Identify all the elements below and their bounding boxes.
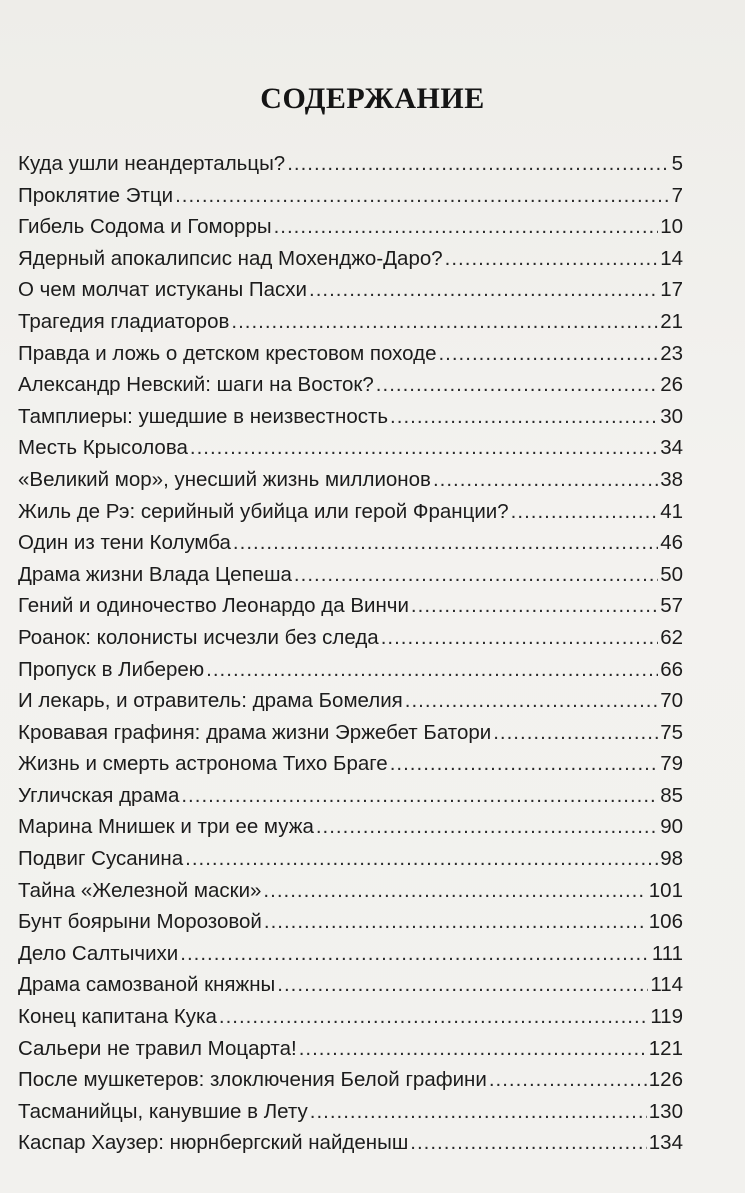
toc-entry-page: 57	[660, 594, 683, 618]
toc-entry-page: 26	[660, 373, 683, 397]
toc-entry	[18, 938, 683, 970]
dot-leader	[390, 748, 658, 780]
toc-entry	[18, 748, 683, 780]
toc-entry	[18, 590, 683, 622]
toc-entry	[18, 1033, 683, 1065]
dot-leader	[277, 969, 648, 1001]
toc-entry-page: 38	[660, 467, 683, 491]
toc-entry-title: Ядерный апокалипсис над Мохенджо-Даро?	[18, 246, 443, 270]
toc-entry	[18, 1096, 683, 1128]
dot-leader	[433, 464, 658, 496]
toc-entry-page: 119	[650, 1005, 683, 1029]
toc-entry-title: Кровавая графиня: драма жизни Эржебет Батори	[18, 720, 492, 744]
toc-entry-title: Драма жизни Влада Цепеша	[18, 562, 292, 586]
toc-entry	[18, 180, 683, 212]
dot-leader	[181, 780, 658, 812]
toc-entry-title: Проклятие Этци	[18, 183, 174, 207]
dot-leader	[190, 432, 658, 464]
dot-leader	[381, 622, 658, 654]
toc-entry	[18, 622, 683, 654]
toc-entry-page: 106	[648, 910, 683, 934]
toc-entry-page: 111	[651, 941, 683, 965]
page-title: СОДЕРЖАНИЕ	[260, 82, 485, 115]
toc-entry	[18, 432, 683, 464]
toc-entry	[18, 211, 683, 243]
toc-entry-page: 21	[660, 309, 683, 333]
dot-leader	[310, 1096, 647, 1128]
toc-entry	[18, 1001, 683, 1033]
toc-entry-title: Драма самозваной княжны	[18, 973, 276, 997]
dot-leader	[489, 1064, 647, 1096]
toc-entry-page: 7	[671, 183, 683, 207]
toc-entry-title: Дело Салтычихи	[18, 941, 179, 965]
toc-entry	[18, 780, 683, 812]
toc-entry-page: 62	[660, 625, 683, 649]
toc-entry-title: Тасманийцы, канувшие в Лету	[18, 1099, 308, 1123]
toc-entry-page: 85	[660, 783, 683, 807]
toc-entry	[18, 338, 683, 370]
toc-entry-title: Правда и ложь о детском крестовом походе	[18, 341, 437, 365]
toc-entry-page: 14	[660, 246, 683, 270]
toc-entry	[18, 148, 683, 180]
dot-leader	[231, 306, 658, 338]
toc-entry-title: И лекарь, и отравитель: драма Бомелия	[18, 689, 403, 713]
toc-entry-title: Роанок: колонисты исчезли без следа	[18, 625, 379, 649]
toc-entry-title: Тайна «Железной маски»	[18, 878, 262, 902]
toc-entry-page: 130	[648, 1099, 683, 1123]
toc-entry-page: 126	[648, 1068, 683, 1092]
toc-entry-page: 5	[671, 152, 683, 175]
toc-entry-title: Месть Крысолова	[18, 436, 188, 460]
toc-entry-page: 30	[660, 404, 683, 428]
toc-entry-title: Угличская драма	[18, 783, 180, 807]
dot-leader	[206, 654, 658, 686]
toc-entry-page: 75	[660, 720, 683, 744]
toc-entry-title: Конец капитана Кука	[18, 1005, 217, 1029]
toc-entry-page: 134	[648, 1131, 683, 1155]
toc-entry	[18, 906, 683, 938]
dot-leader	[493, 717, 658, 749]
toc-entry-title: После мушкетеров: злоключения Белой графини	[18, 1068, 487, 1092]
dot-leader	[410, 1127, 647, 1159]
dot-leader	[294, 559, 658, 591]
toc-entry-title: Каспар Хаузер: нюрнбергский найденыш	[18, 1131, 409, 1155]
toc-entry-title: «Великий мор», унесший жизнь миллионов	[18, 467, 431, 491]
dot-leader	[438, 338, 658, 370]
dot-leader	[309, 274, 658, 306]
dot-leader	[274, 211, 659, 243]
toc-entry-title: Сальери не травил Моцарта!	[18, 1036, 297, 1060]
dot-leader	[264, 906, 647, 938]
dot-leader	[390, 401, 658, 433]
toc-entry-page: 10	[660, 215, 683, 239]
toc-entry	[18, 243, 683, 275]
toc-entry-title: Александр Невский: шаги на Восток?	[18, 373, 374, 397]
dot-leader	[185, 843, 658, 875]
toc-entry-page: 121	[648, 1036, 683, 1060]
toc-entry-title: О чем молчат истуканы Пасхи	[18, 278, 308, 302]
toc-entry-title: Гибель Содома и Гоморры	[18, 215, 272, 239]
toc-entry	[18, 717, 683, 749]
toc-entry	[18, 811, 683, 843]
dot-leader	[511, 496, 659, 528]
toc-entry-page: 101	[648, 878, 683, 902]
toc-entry	[18, 969, 683, 1001]
toc-entry	[18, 1064, 683, 1096]
toc-entry-page: 98	[660, 847, 683, 871]
dot-leader	[175, 180, 670, 212]
toc-entry	[18, 654, 683, 686]
toc-entry-title: Пропуск в Либерею	[18, 657, 205, 681]
toc-entry-page: 79	[660, 752, 683, 776]
toc-entry	[18, 401, 683, 433]
toc-entry-title: Трагедия гладиаторов	[18, 309, 230, 333]
toc-entry-title: Жиль де Рэ: серийный убийца или герой Франции?	[18, 499, 509, 523]
toc-entry	[18, 875, 683, 907]
toc-entry	[18, 559, 683, 591]
toc-entry-page: 50	[660, 562, 683, 586]
dot-leader	[263, 875, 646, 907]
dot-leader	[233, 527, 658, 559]
toc-entry	[18, 685, 683, 717]
toc-entry-page: 46	[660, 531, 683, 555]
toc-entry-title: Тамплиеры: ушедшие в неизвестность	[18, 404, 389, 428]
toc-entry	[18, 464, 683, 496]
dot-leader	[376, 369, 658, 401]
toc-entry-title: Один из тени Колумба	[18, 531, 231, 555]
dot-leader	[219, 1001, 648, 1033]
toc-entry-page: 34	[660, 436, 683, 460]
toc-entry-page: 41	[660, 499, 683, 523]
dot-leader	[445, 243, 659, 275]
toc-entry-title: Жизнь и смерть астронома Тихо Браге	[18, 752, 388, 776]
toc-entry-page: 23	[660, 341, 683, 365]
toc-entry	[18, 843, 683, 875]
toc-entry-title: Бунт боярыни Морозовой	[18, 910, 262, 934]
toc-entry-page: 114	[650, 973, 683, 997]
dot-leader	[287, 148, 669, 180]
toc-entry-page: 90	[660, 815, 683, 839]
toc-entry	[18, 274, 683, 306]
dot-leader	[316, 811, 658, 843]
toc-entry-title: Подвиг Сусанина	[18, 847, 184, 871]
toc-entry	[18, 527, 683, 559]
toc-entry-title: Куда ушли неандертальцы?	[18, 152, 286, 175]
dot-leader	[405, 685, 658, 717]
dot-leader	[299, 1033, 647, 1065]
toc-entry-title: Гений и одиночество Леонардо да Винчи	[18, 594, 409, 618]
toc-entry-title: Марина Мнишек и три ее мужа	[18, 815, 314, 839]
toc-entry	[18, 369, 683, 401]
toc-entry-page: 66	[660, 657, 683, 681]
toc-entry	[18, 496, 683, 528]
toc-entry-page: 70	[660, 689, 683, 713]
toc-entry	[18, 1127, 683, 1159]
dot-leader	[411, 590, 658, 622]
toc-entry	[18, 306, 683, 338]
dot-leader	[180, 938, 650, 970]
table-of-contents	[18, 148, 683, 1159]
toc-entry-page: 17	[660, 278, 683, 302]
